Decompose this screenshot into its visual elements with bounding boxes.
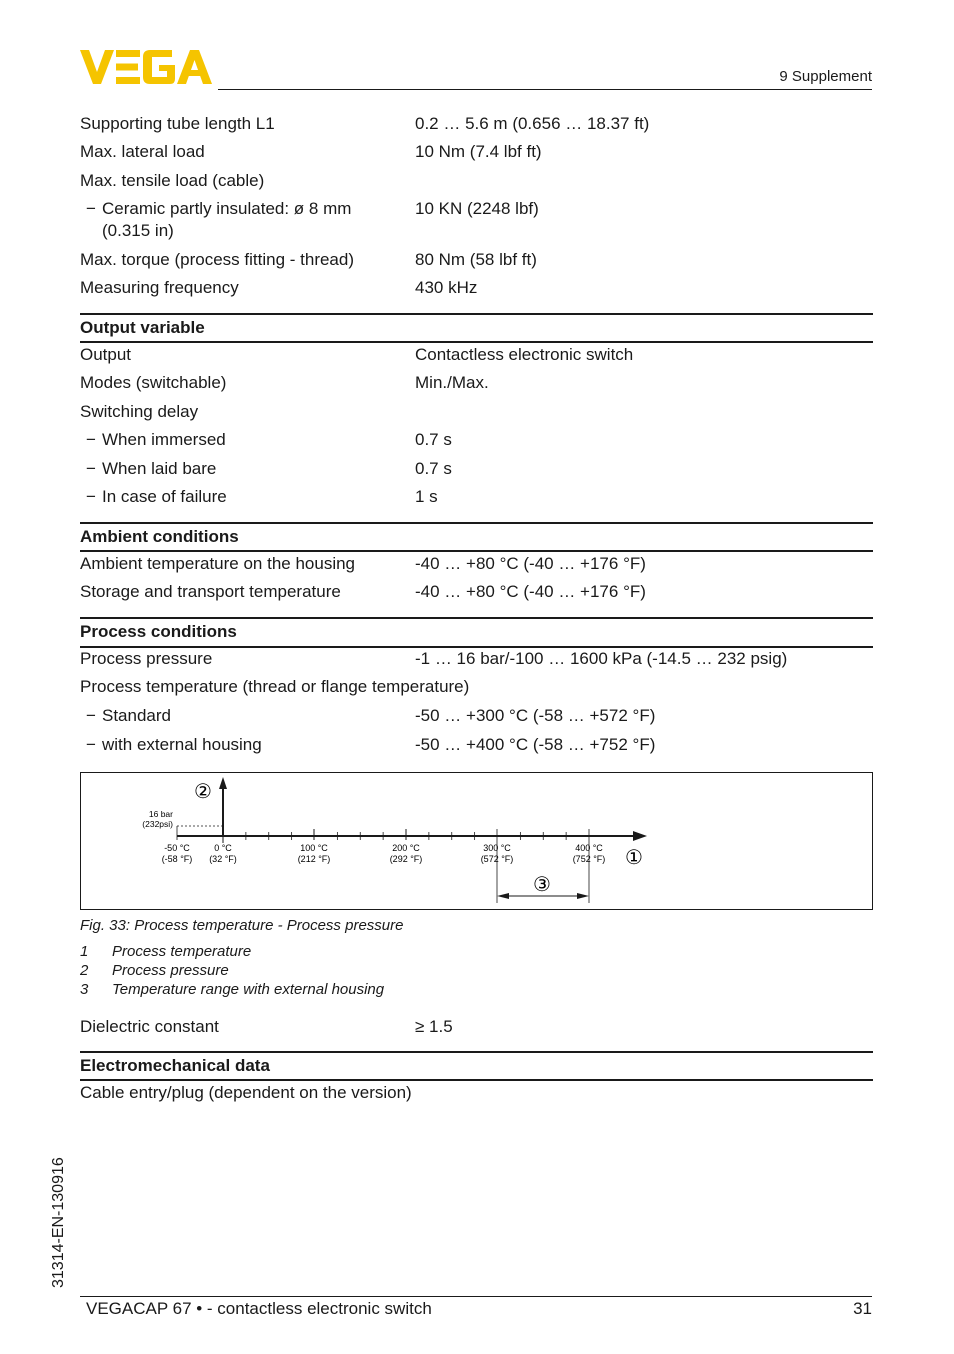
marker-2: ② bbox=[194, 781, 212, 803]
spec-value: -40 … +80 °C (-40 … +176 °F) bbox=[415, 582, 646, 601]
spec-label: Modes (switchable) bbox=[80, 373, 227, 392]
spec-label-text: When laid bare bbox=[102, 459, 217, 478]
tick-label-f: (32 °F) bbox=[209, 854, 237, 864]
tick-label-f: (212 °F) bbox=[297, 854, 331, 864]
spec-label-line2: (0.315 in) bbox=[102, 221, 174, 240]
marker-3: ③ bbox=[533, 874, 551, 896]
spec-label: Storage and transport temperature bbox=[80, 582, 341, 601]
x-axis-arrow bbox=[633, 831, 647, 841]
heading-process-conditions: Process conditions bbox=[80, 622, 237, 641]
range-arrow-left bbox=[497, 893, 509, 899]
y-label-bottom: (232psi) bbox=[142, 819, 173, 829]
spec-value: 1 s bbox=[415, 487, 438, 506]
spec-label: Max. torque (process fitting - thread) bbox=[80, 250, 355, 269]
spec-label: Output bbox=[80, 345, 132, 364]
spec-label: Process pressure bbox=[80, 649, 213, 668]
vega-logo bbox=[80, 50, 212, 84]
marker-1: ① bbox=[625, 847, 643, 869]
spec-label: Measuring frequency bbox=[80, 278, 239, 297]
tick-label-c: 0 °C bbox=[214, 843, 232, 853]
spec-label: Switching delay bbox=[80, 402, 199, 421]
document-id: 31314-EN-130916 bbox=[50, 1157, 67, 1288]
spec-value: 430 kHz bbox=[415, 278, 478, 297]
header-rule bbox=[218, 89, 872, 90]
spec-label: Supporting tube length L1 bbox=[80, 114, 275, 133]
spec-value: 0.2 … 5.6 m (0.656 … 18.37 ft) bbox=[415, 114, 650, 133]
dash-bullet: − bbox=[86, 735, 96, 754]
spec-label-text: with external housing bbox=[102, 735, 262, 754]
spec-label-line1: Ceramic partly insulated: ø 8 mm bbox=[102, 199, 352, 218]
section-rule bbox=[80, 550, 873, 552]
tick-label-c: 300 °C bbox=[483, 843, 511, 853]
spec-value: Min./Max. bbox=[415, 373, 489, 392]
spec-label-text: When immersed bbox=[102, 430, 226, 449]
heading-output-variable: Output variable bbox=[80, 318, 205, 337]
spec-label bbox=[80, 734, 400, 756]
legend-text: Temperature range with external housing bbox=[112, 981, 385, 998]
dash-bullet: − bbox=[86, 459, 96, 478]
spec-label bbox=[80, 486, 400, 508]
spec-value: 10 Nm (7.4 lbf ft) bbox=[415, 142, 542, 161]
spec-value: -1 … 16 bar/-100 … 1600 kPa (-14.5 … 232 psig) bbox=[415, 649, 788, 668]
tick-label-c: 400 °C bbox=[575, 843, 603, 853]
spec-value: Contactless electronic switch bbox=[415, 345, 634, 364]
section-rule bbox=[80, 1079, 873, 1081]
y-label-top: 16 bar bbox=[148, 809, 173, 819]
legend-number: 1 bbox=[80, 943, 89, 960]
dash-bullet: − bbox=[86, 430, 96, 449]
legend-number: 3 bbox=[80, 981, 89, 998]
dash-bullet: − bbox=[86, 487, 96, 506]
spec-value: -50 … +400 °C (-58 … +752 °F) bbox=[415, 735, 656, 754]
spec-label bbox=[80, 429, 400, 451]
figure-caption: Fig. 33: Process temperature - Process pressure bbox=[80, 917, 404, 934]
footer-title: VEGACAP 67 • - contactless electronic switch bbox=[86, 1299, 432, 1318]
dash-bullet: − bbox=[86, 706, 96, 725]
section-label: 9 Supplement bbox=[779, 68, 872, 85]
tick-label-f: (292 °F) bbox=[389, 854, 423, 864]
legend-number: 2 bbox=[80, 962, 89, 979]
spec-label-text: Standard bbox=[102, 706, 171, 725]
spec-value: 10 KN (2248 lbf) bbox=[415, 199, 539, 218]
spec-label bbox=[80, 198, 400, 242]
y-axis-arrow bbox=[219, 777, 227, 789]
section-rule bbox=[80, 341, 873, 343]
spec-label: Process temperature (thread or flange temperature) bbox=[80, 677, 470, 696]
spec-row-ceramic bbox=[80, 198, 872, 242]
spec-value: -50 … +300 °C (-58 … +572 °F) bbox=[415, 706, 656, 725]
section-rule bbox=[80, 1051, 873, 1053]
spec-label bbox=[80, 705, 400, 727]
legend-text: Process pressure bbox=[112, 962, 229, 979]
tick-label-f: (-58 °F) bbox=[161, 854, 193, 864]
figure-diagram bbox=[81, 773, 872, 909]
heading-electromechanical: Electromechanical data bbox=[80, 1056, 270, 1075]
spec-value: 0.7 s bbox=[415, 459, 452, 478]
spec-label: Dielectric constant bbox=[80, 1017, 219, 1036]
spec-value: 80 Nm (58 lbf ft) bbox=[415, 250, 537, 269]
range-arrow-right bbox=[577, 893, 589, 899]
spec-value: -40 … +80 °C (-40 … +176 °F) bbox=[415, 554, 646, 573]
section-rule bbox=[80, 313, 873, 315]
tick-label-c: -50 °C bbox=[164, 843, 190, 853]
section-rule bbox=[80, 617, 873, 619]
tick-label-c: 200 °C bbox=[392, 843, 420, 853]
page-number: 31 bbox=[853, 1299, 872, 1318]
footer-rule bbox=[80, 1296, 872, 1297]
legend-text: Process temperature bbox=[112, 943, 252, 960]
spec-label: Cable entry/plug (dependent on the version) bbox=[80, 1083, 412, 1102]
spec-label: Max. tensile load (cable) bbox=[80, 171, 265, 190]
spec-label-text: In case of failure bbox=[102, 487, 227, 506]
process-temp-pressure-figure bbox=[80, 772, 873, 910]
spec-label: Max. lateral load bbox=[80, 142, 205, 161]
dash-bullet: − bbox=[86, 199, 96, 218]
section-rule bbox=[80, 522, 873, 524]
tick-label-f: (572 °F) bbox=[480, 854, 514, 864]
spec-label: Ambient temperature on the housing bbox=[80, 554, 356, 573]
spec-value: ≥ 1.5 bbox=[415, 1017, 453, 1036]
heading-ambient-conditions: Ambient conditions bbox=[80, 527, 239, 546]
tick-label-c: 100 °C bbox=[300, 843, 328, 853]
spec-value: 0.7 s bbox=[415, 430, 452, 449]
spec-label bbox=[80, 458, 400, 480]
tick-label-f: (752 °F) bbox=[572, 854, 606, 864]
